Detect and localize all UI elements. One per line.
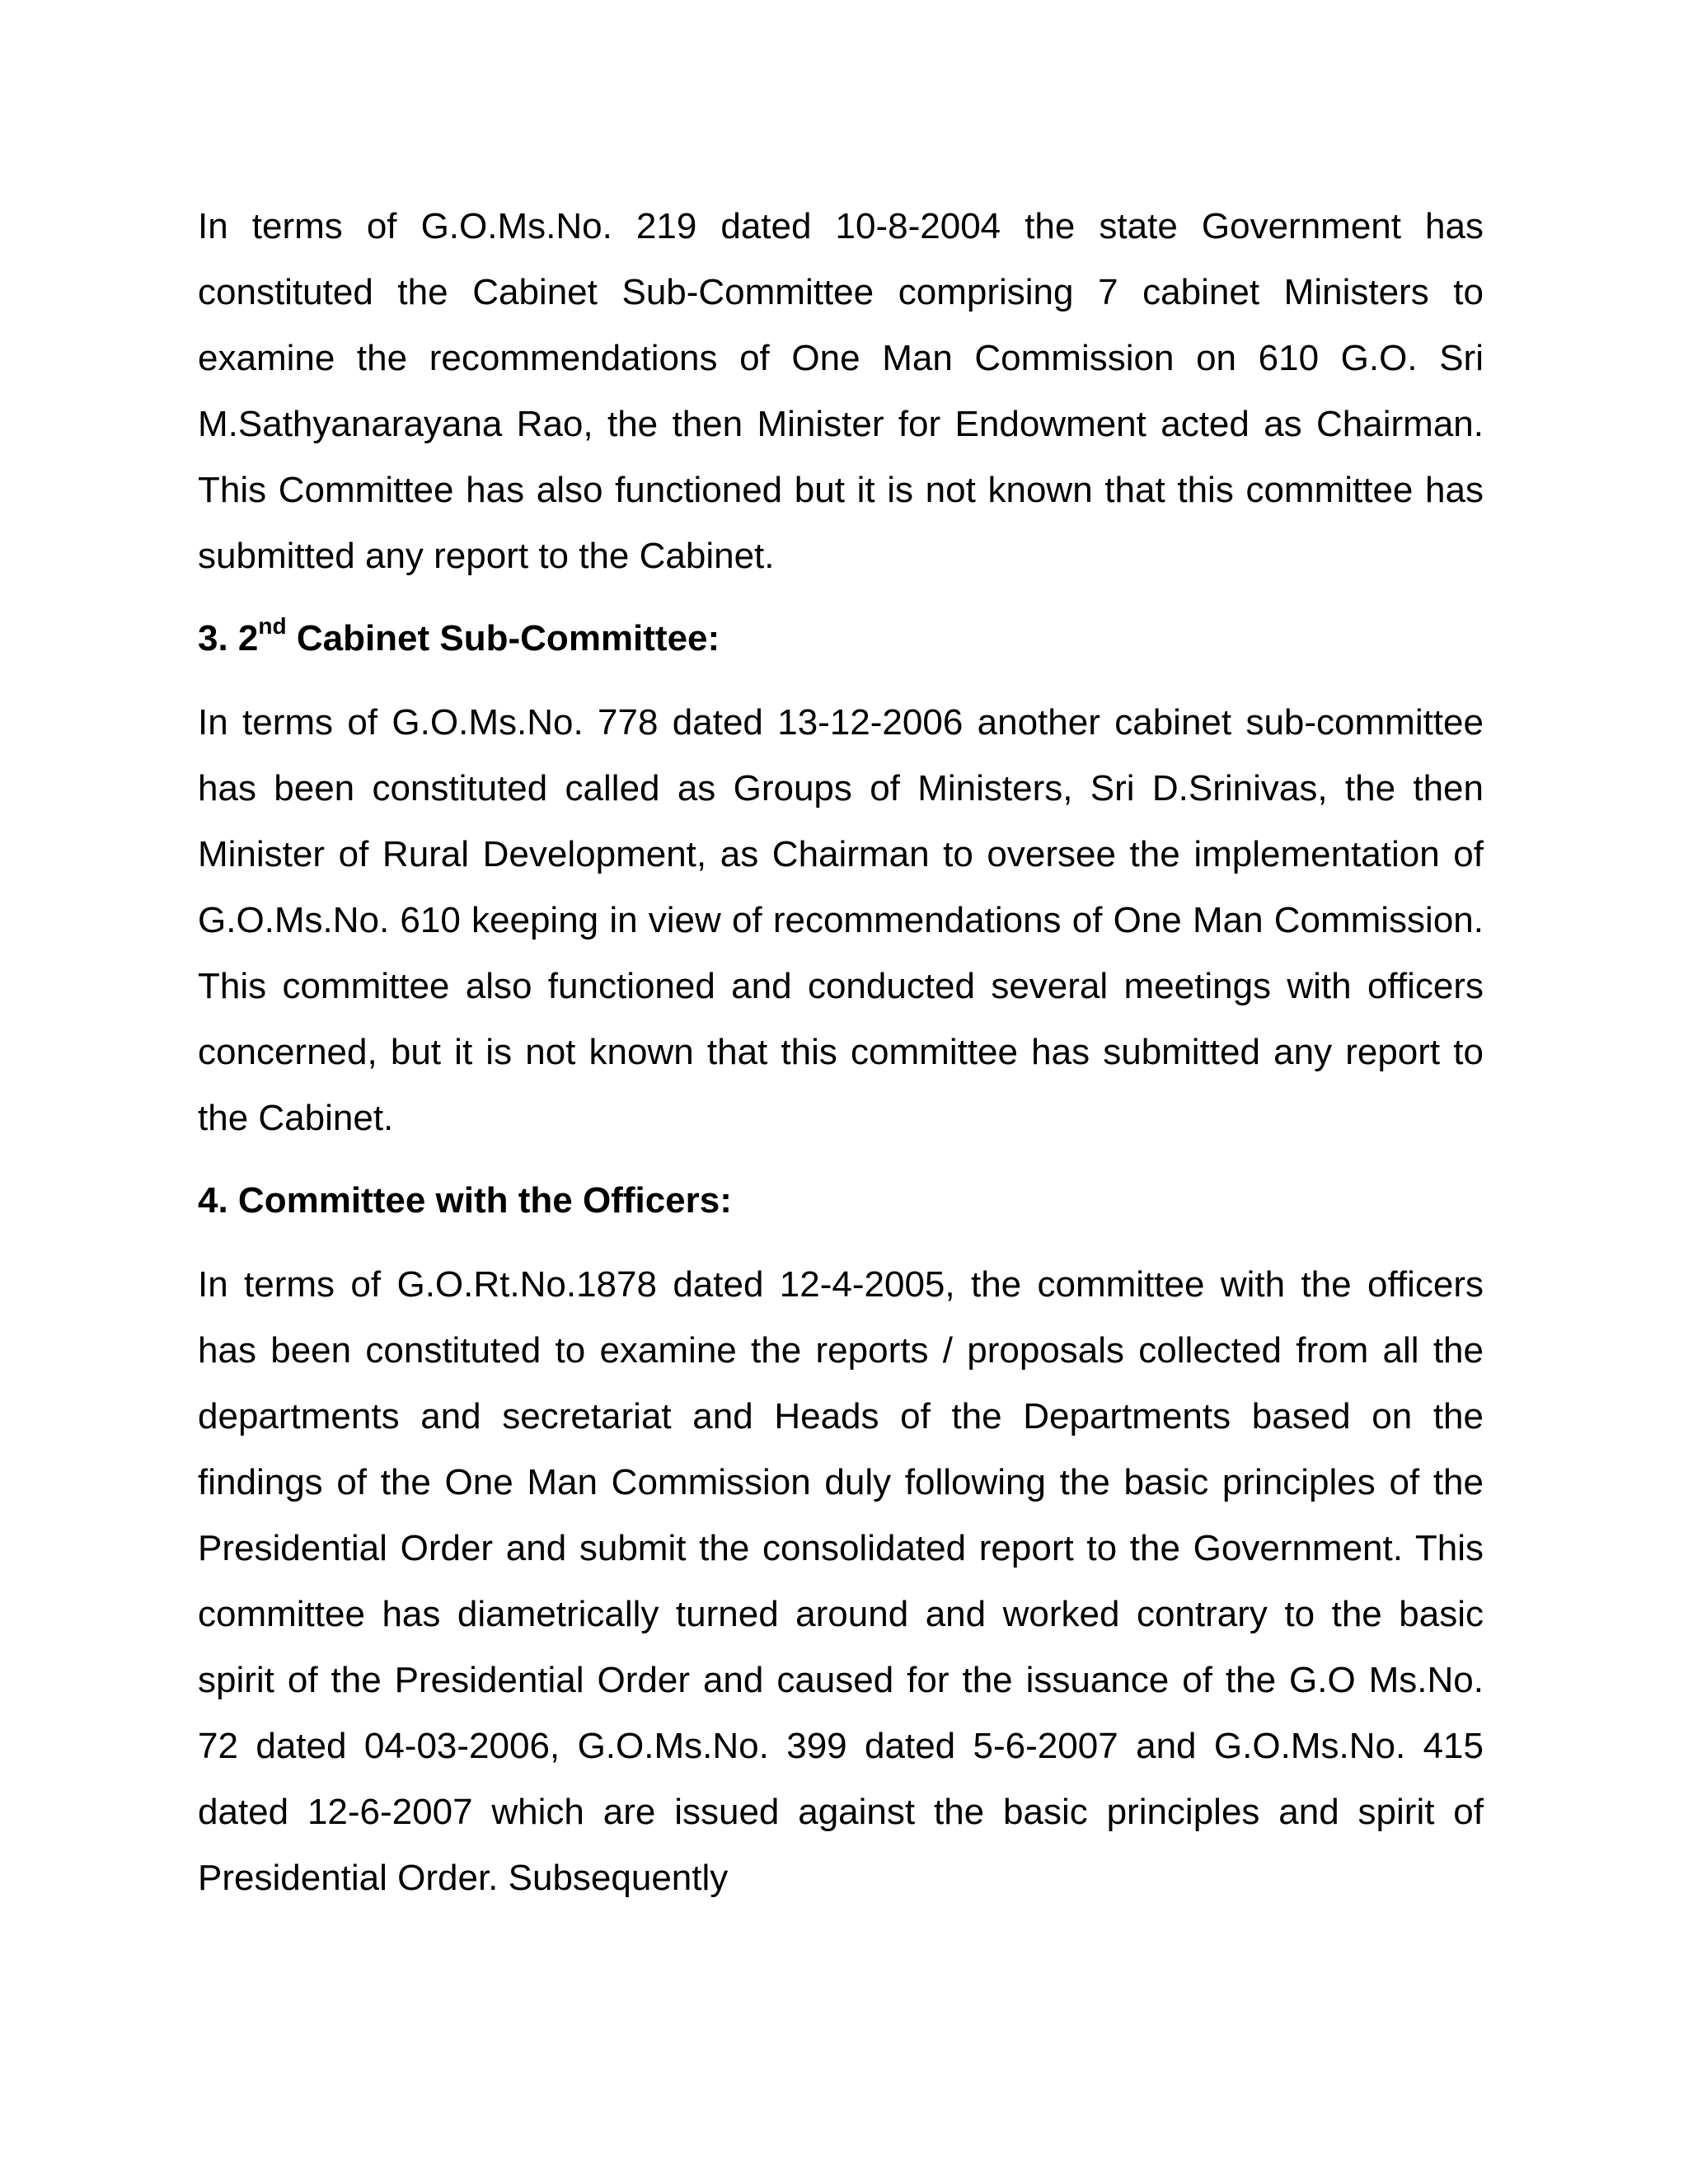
heading-committee-with-officers: 4. Committee with the Officers:	[198, 1180, 732, 1221]
document-page	[198, 194, 1484, 1911]
heading-second-cabinet-sub-committee	[198, 614, 1484, 663]
heading-3-suffix: Cabinet Sub-Committee:	[286, 618, 720, 658]
paragraph-committee-with-officers: In terms of G.O.Rt.No.1878 dated 12-4-2005, the committee with the officers has been constituted to examine the reports / proposals collected from all the departments and secretariat and Heads of the Departments based on the findings of the One Man Commission duly following the basic principles of the Presidential Order and submit the consolidated report to the Government. This committee has diametrically turned around and worked contrary to the basic spirit of the Presidential Order and caused for the issuance of the G.O Ms.No. 72 dated 04-03-2006, G.O.Ms.No. 399 dated 5-6-2007 and G.O.Ms.No. 415 dated 12-6-2007 which are issued against the basic principles and spirit of Presidential Order. Subsequently	[198, 1264, 1484, 1898]
paragraph-cabinet-sub-committee-2: In terms of G.O.Ms.No. 778 dated 13-12-2006 another cabinet sub-committee has been constituted called as Groups of Ministers, Sri D.Srinivas, the then Minister of Rural Development, as Chairman to oversee the implementation of G.O.Ms.No. 610 keeping in view of recommendations of One Man Commission. This committee also functioned and conducted several meetings with officers concerned, but it is not known that this committee has submitted any report to the Cabinet.	[198, 702, 1484, 1138]
heading-3-superscript: nd	[258, 613, 287, 639]
paragraph-cabinet-sub-committee-1: In terms of G.O.Ms.No. 219 dated 10-8-2004 the state Government has constituted the Cabinet Sub-Committee comprising 7 cabinet Ministers to examine the recommendations of One Man Commission on 610 G.O. Sri M.Sathyanarayana Rao, the then Minister for Endowment acted as Chairman. This Committee has also functioned but it is not known that this committee has submitted any report to the Cabinet.	[198, 206, 1484, 576]
heading-3-prefix: 3. 2	[198, 618, 259, 658]
